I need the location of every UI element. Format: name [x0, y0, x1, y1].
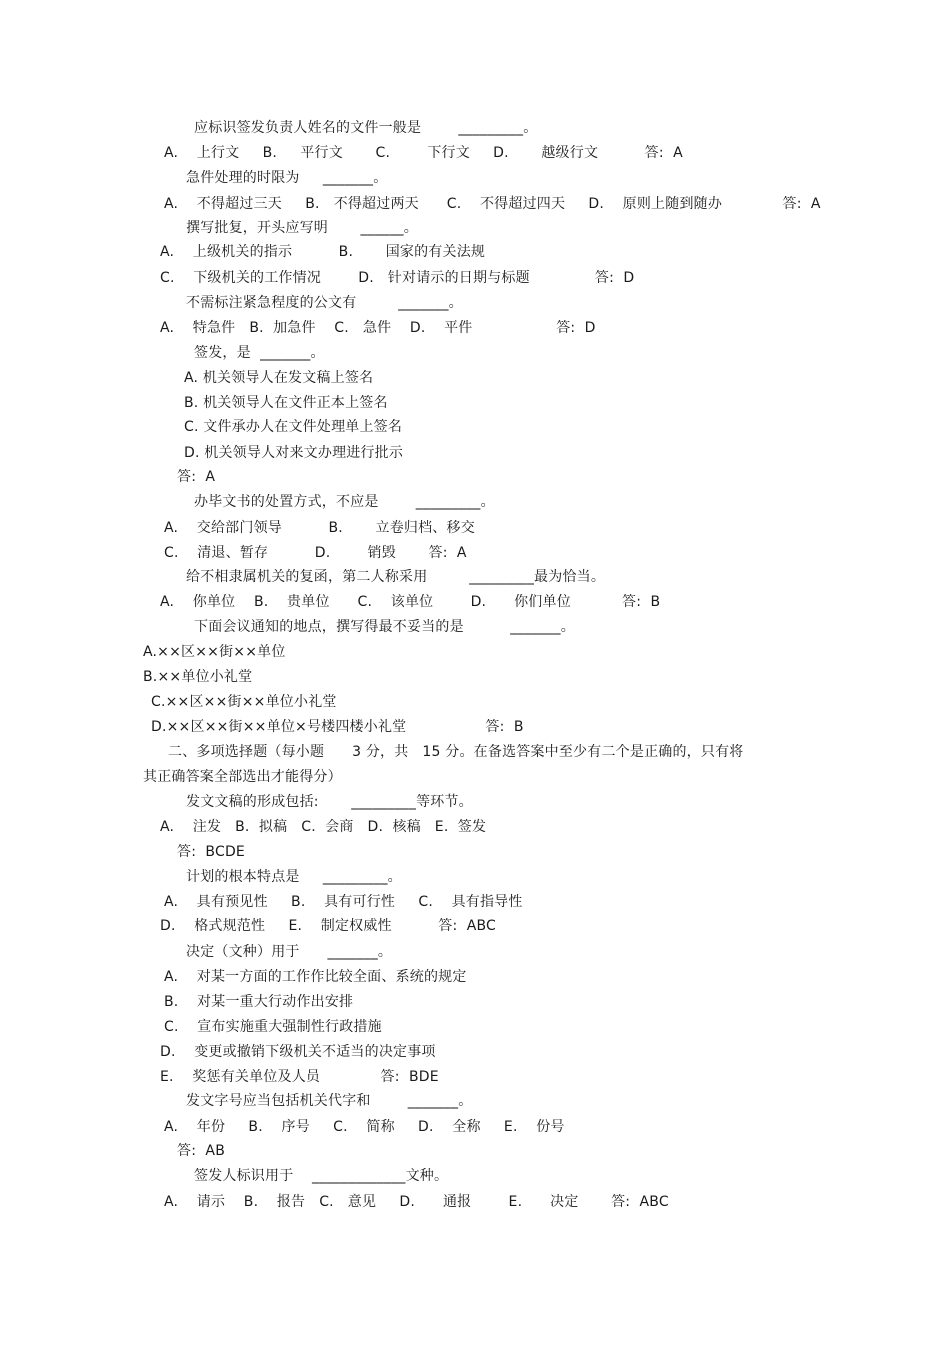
answer-option: D.××区××街××单位×号楼四楼小礼堂 答: B: [151, 719, 524, 735]
question-stem: 急件处理的时限为 _______。: [186, 170, 388, 186]
question-stem: 办毕文书的处置方式，不应是 _________。: [194, 494, 495, 510]
answer-option: B. 机关领导人在文件正本上签名: [184, 395, 388, 411]
answer-options: A. 年份 B. 序号 C. 简称 D. 全称 E. 份号: [164, 1119, 565, 1135]
section-heading: 二、多项选择题（每小题 3 分，共 15 分。在备选答案中至少有二个是正确的，只有将: [168, 744, 744, 760]
question-stem: 下面会议通知的地点，撰写得最不妥当的是 _______。: [194, 619, 575, 635]
answer-option: C. 宣布实施重大强制性行政措施: [164, 1019, 382, 1035]
answer-options: A. 你单位 B. 贵单位 C. 该单位 D. 你们单位 答: B: [160, 594, 661, 610]
answer-option: A.××区××街××单位: [143, 644, 286, 660]
question-stem: 计划的根本特点是 _________。: [186, 869, 402, 885]
answer-option: B. 对某一重大行动作出安排: [164, 994, 354, 1010]
question-stem: 撰写批复，开头应写明 ______。: [186, 220, 418, 236]
question-stem: 签发，是 _______。: [194, 345, 325, 361]
section-heading-continued: 其正确答案全部选出才能得分）: [143, 769, 342, 785]
answer-key: 答: AB: [177, 1143, 225, 1159]
question-stem: 签发人标识用于 _____________文种。: [194, 1168, 449, 1184]
answer-option: C.××区××街××单位小礼堂: [151, 694, 337, 710]
answer-option: C. 文件承办人在文件处理单上签名: [184, 419, 403, 435]
answer-options: A. 特急件 B. 加急件 C. 急件 D. 平件 答: D: [160, 320, 596, 336]
answer-option: D. 机关领导人对来文办理进行批示: [184, 445, 404, 461]
question-stem: 发文字号应当包括机关代字和 _______。: [186, 1093, 473, 1109]
answer-options: A. 请示 B. 报告 C. 意见 D. 通报 E. 决定 答: ABC: [164, 1194, 669, 1210]
answer-options: C. 下级机关的工作情况 D. 针对请示的日期与标题 答: D: [160, 270, 635, 286]
answer-key: 答: A: [177, 469, 216, 485]
answer-options: A. 不得超过三天 B. 不得超过两天 C. 不得超过四天 D. 原则上随到随办 答: A: [164, 196, 821, 212]
answer-option: A. 机关领导人在发文稿上签名: [184, 370, 374, 386]
answer-options: A. 注发 B. 拟稿 C. 会商 D. 核稿 E. 签发: [160, 819, 487, 835]
question-stem: 给不相隶属机关的复函，第二人称采用 _________最为恰当。: [186, 569, 606, 585]
question-stem: 应标识签发负责人姓名的文件一般是 _________。: [194, 120, 538, 136]
answer-option: B.××单位小礼堂: [143, 669, 253, 685]
answer-options: A. 具有预见性 B. 具有可行性 C. 具有指导性: [164, 894, 523, 910]
answer-options: D. 格式规范性 E. 制定权威性 答: ABC: [160, 918, 497, 934]
answer-options: A. 交给部门领导 B. 立卷归档、移交: [164, 520, 475, 536]
answer-key: 答: BCDE: [177, 844, 245, 860]
answer-option: A. 对某一方面的工作作比较全面、系统的规定: [164, 969, 467, 985]
question-stem: 决定（文种）用于 _______。: [186, 944, 393, 960]
answer-option: E. 奖惩有关单位及人员 答: BDE: [160, 1069, 439, 1085]
answer-options: C. 清退、暂存 D. 销毁 答: A: [164, 545, 467, 561]
answer-options: A. 上级机关的指示 B. 国家的有关法规: [160, 244, 486, 260]
question-stem: 不需标注紧急程度的公文有 _______。: [186, 295, 463, 311]
question-stem: 发文文稿的形成包括: _________等环节。: [186, 794, 473, 810]
answer-options: A. 上行文 B. 平行文 C. 下行文 D. 越级行文 答: A: [164, 145, 683, 161]
answer-option: D. 变更或撤销下级机关不适当的决定事项: [160, 1044, 436, 1060]
